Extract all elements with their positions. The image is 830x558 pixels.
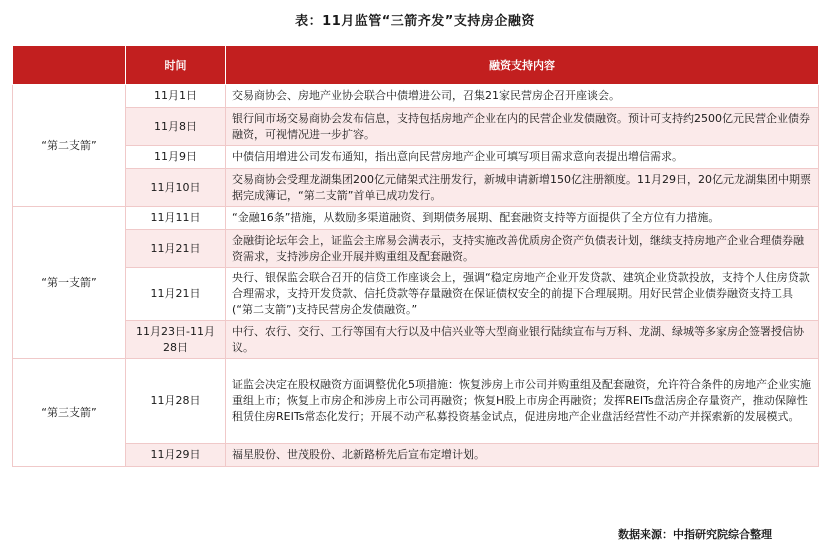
- row-date: 11月23日-11月28日: [126, 321, 226, 359]
- table-row: [13, 321, 819, 359]
- row-content: 交易商协会受理龙湖集团200亿元储架式注册发行，新城申请新增150亿注册额度。11月29日，20亿元龙湖集团中期票据完成簿记，“第二支箭”首单已成功发行。: [226, 169, 819, 207]
- row-date: 11月29日: [126, 444, 226, 467]
- header-blank: [13, 46, 126, 85]
- header-row: [13, 46, 819, 85]
- financing-table: [12, 45, 819, 467]
- data-source-note: 数据来源：中指研究院综合整理: [618, 528, 772, 541]
- row-content: 中债信用增进公司发布通知，指出意向民营房地产企业可填写项目需求意向表提出增信需求。: [226, 146, 819, 169]
- row-date: 11月11日: [126, 207, 226, 230]
- header-content: 融资支持内容: [226, 46, 819, 85]
- table-row: [13, 230, 819, 268]
- table-row: [13, 359, 819, 444]
- table-row: [13, 108, 819, 146]
- row-date: 11月10日: [126, 169, 226, 207]
- period-label: “第三支箭”: [13, 359, 126, 467]
- period-label: “第一支箭”: [13, 207, 126, 359]
- row-date: 11月21日: [126, 230, 226, 268]
- row-content: 金融街论坛年会上，证监会主席易会满表示，支持实施改善优质房企资产负债表计划，继续支持房地产企业合理债券融资需求，支持涉房企业开展并购重组及配套融资。: [226, 230, 819, 268]
- row-date: 11月1日: [126, 85, 226, 108]
- row-content: 央行、银保监会联合召开的信贷工作座谈会上，强调“稳定房地产企业开发贷款、建筑企业贷款投放，支持个人住房贷款合理需求，支持开发贷款、信托贷款等存量融资在保证债权安全的前提下合理展期。用好民营企业债券融资支持工具(“第二支箭”)支持民营房企发债融资。”: [226, 268, 819, 321]
- table-title: 表：11月监管“三箭齐发”支持房企融资: [295, 14, 535, 29]
- table-row: [13, 207, 819, 230]
- row-date: 11月28日: [126, 359, 226, 444]
- table-row: [13, 268, 819, 321]
- table-row: [13, 444, 819, 467]
- row-date: 11月9日: [126, 146, 226, 169]
- row-content: 中行、农行、交行、工行等国有大行以及中信兴业等大型商业银行陆续宣布与万科、龙湖、绿城等多家房企签署授信协议。: [226, 321, 819, 359]
- row-content: 交易商协会、房地产业协会联合中债增进公司，召集21家民营房企召开座谈会。: [226, 85, 819, 108]
- table-row: [13, 146, 819, 169]
- row-date: 11月8日: [126, 108, 226, 146]
- period-label: “第二支箭”: [13, 85, 126, 207]
- row-content: 证监会决定在股权融资方面调整优化5项措施：恢复涉房上市公司并购重组及配套融资，允许符合条件的房地产企业实施重组上市；恢复上市房企和涉房上市公司再融资；恢复H股上市房企再融资；发挥REITs盘活房企存量资产，推动保障性租赁住房REITs常态化发行；开展不动产私募投资基金试点，促进房地产企业盘活经营性不动产并探索新的发展模式。: [226, 359, 819, 444]
- row-content: “金融16条”措施，从数励多渠道融资、到期债务展期、配套融资支持等方面提供了全方位有力措施。: [226, 207, 819, 230]
- row-content: 福星股份、世茂股份、北新路桥先后宣布定增计划。: [226, 444, 819, 467]
- row-date: 11月21日: [126, 268, 226, 321]
- header-time: 时间: [126, 46, 226, 85]
- row-content: 银行间市场交易商协会发布信息，支持包括房地产企业在内的民营企业发债融资。预计可支持约2500亿元民营企业债券融资，可视情况进一步扩容。: [226, 108, 819, 146]
- table-row: [13, 85, 819, 108]
- table-row: [13, 169, 819, 207]
